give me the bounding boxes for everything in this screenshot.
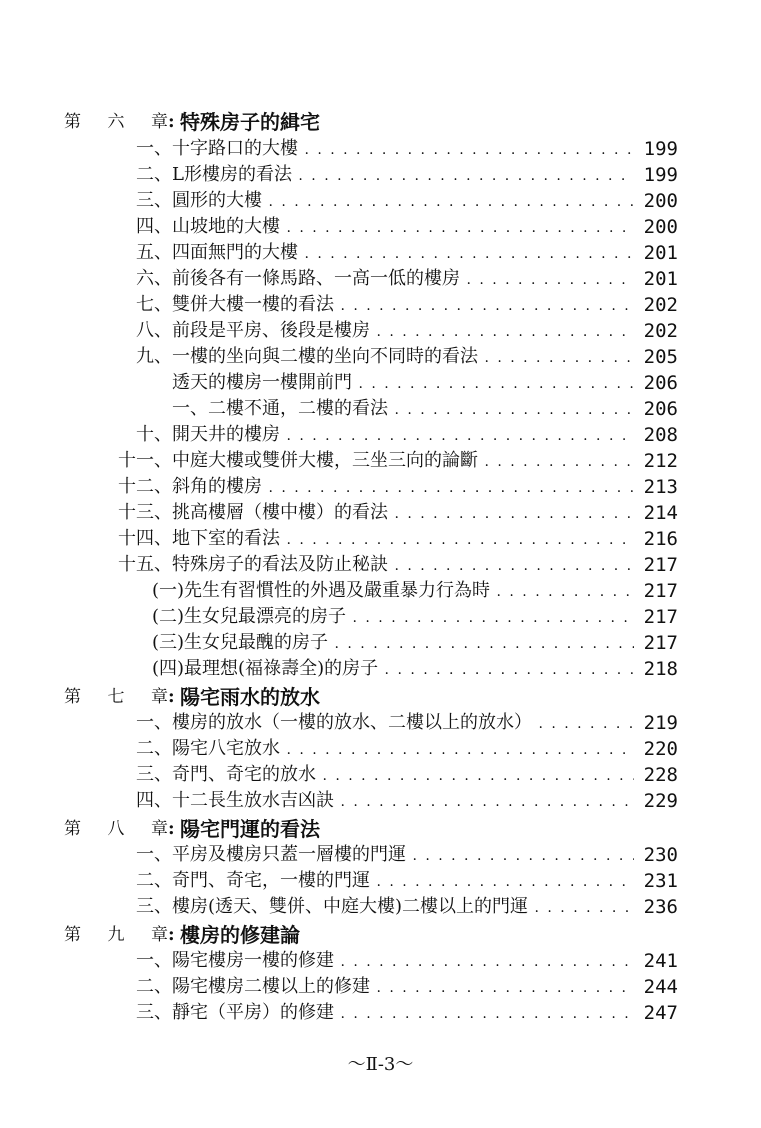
entry-marker: 十一、 xyxy=(118,450,172,471)
toc-entry xyxy=(0,266,761,292)
chapter-number-char: 章 xyxy=(151,687,168,707)
chapter-number xyxy=(64,109,168,135)
toc-entry xyxy=(0,240,761,266)
entry-page-number: 241 xyxy=(643,950,678,972)
toc-entry xyxy=(0,710,761,736)
entry-marker: 一、 xyxy=(136,844,172,865)
toc-entry xyxy=(0,656,761,682)
entry-marker: 三、 xyxy=(136,896,172,917)
chapter-title: 陽宅門運的看法 xyxy=(180,817,320,841)
chapter-number xyxy=(64,816,168,842)
entry-title: 山坡地的大樓 . . . xyxy=(172,214,634,241)
entry-title: L形樓房的看法 . . . xyxy=(172,162,634,189)
toc-entry xyxy=(0,292,761,318)
entry-marker: 二、 xyxy=(136,738,172,759)
toc-entry xyxy=(0,474,761,500)
entry-marker: 三、 xyxy=(136,190,172,211)
entry-page-number: 220 xyxy=(643,738,678,760)
chapter-colon: : xyxy=(168,686,175,707)
toc-entry xyxy=(0,788,761,814)
entry-title: 樓房(透天、雙併、中庭大樓)二樓以上的門運 . . . xyxy=(172,894,634,921)
entry-marker: 十、 xyxy=(136,424,172,445)
entry-page-number: 236 xyxy=(643,896,678,918)
chapter-number-char: 六 xyxy=(107,112,125,132)
entry-title: 十二長生放水吉凶訣 . . . xyxy=(172,788,634,815)
entry-page-number: 212 xyxy=(643,450,678,472)
entry-title: 中庭大樓或雙併大樓，三坐三向的論斷 . . . xyxy=(172,448,634,475)
toc-entry xyxy=(0,868,761,894)
chapter-title: 樓房的修建論 xyxy=(180,923,300,947)
chapter-title: 陽宅雨水的放水 xyxy=(180,685,320,709)
toc-entry xyxy=(0,318,761,344)
entry-marker: 三、 xyxy=(136,1002,172,1023)
entry-page-number: 199 xyxy=(643,138,678,160)
toc-entry xyxy=(0,422,761,448)
toc-entry xyxy=(0,448,761,474)
entry-page-number: 199 xyxy=(643,164,678,186)
entry-page-number: 247 xyxy=(643,1002,678,1024)
entry-marker: 二、 xyxy=(136,976,172,997)
entry-marker: 一、 xyxy=(136,138,172,159)
entry-marker: 八、 xyxy=(136,320,172,341)
chapter-number-char: 第 xyxy=(64,819,81,839)
entry-page-number: 231 xyxy=(643,870,678,892)
entry-marker: 三、 xyxy=(136,764,172,785)
chapter-number xyxy=(64,684,168,710)
entry-marker: 四、 xyxy=(136,790,172,811)
toc-entry xyxy=(0,894,761,920)
chapter-number-char: 第 xyxy=(64,687,81,707)
entry-marker: 五、 xyxy=(136,242,172,263)
entry-page-number: 200 xyxy=(643,216,678,238)
toc-entry xyxy=(0,736,761,762)
entry-page-number: 217 xyxy=(643,554,678,576)
entry-marker: 二、 xyxy=(136,164,172,185)
toc-entry xyxy=(0,762,761,788)
entry-title: 開天井的樓房 . . . xyxy=(172,422,634,449)
entry-title: 奇門、奇宅，一樓的門運 . . . xyxy=(172,868,634,895)
chapter-heading xyxy=(64,684,704,710)
toc-entry xyxy=(0,344,761,370)
toc-entry xyxy=(0,526,761,552)
chapter-colon: : xyxy=(168,818,175,839)
entry-title: (四)最理想(福祿壽全)的房子 . . . xyxy=(152,656,634,683)
toc-entry xyxy=(0,136,761,162)
entry-title: (一)先生有習慣性的外遇及嚴重暴力行為時 . . . xyxy=(152,578,634,605)
entry-title: 奇門、奇宅的放水 . . . xyxy=(172,762,634,789)
entry-title: 透天的樓房一樓開前門 . . . xyxy=(172,370,634,397)
chapter-number-char: 章 xyxy=(151,819,168,839)
toc-entry xyxy=(0,948,761,974)
entry-title: 樓房的放水（一樓的放水、二樓以上的放水） . . . xyxy=(172,710,634,737)
entry-marker: 六、 xyxy=(136,268,172,289)
entry-marker: 十五、 xyxy=(118,554,172,575)
entry-page-number: 200 xyxy=(643,190,678,212)
entry-page-number: 206 xyxy=(643,398,678,420)
entry-page-number: 217 xyxy=(643,580,678,602)
entry-page-number: 206 xyxy=(643,372,678,394)
chapter-number xyxy=(64,922,168,948)
entry-page-number: 205 xyxy=(643,346,678,368)
chapter-number-char: 第 xyxy=(64,925,81,945)
entry-title: 陽宅八宅放水 . . . xyxy=(172,736,634,763)
entry-title: 斜角的樓房 . . . xyxy=(172,474,634,501)
toc-entry xyxy=(0,188,761,214)
chapter-number-char: 八 xyxy=(107,819,125,839)
entry-marker: 十三、 xyxy=(118,502,172,523)
entry-page-number: 202 xyxy=(643,294,678,316)
toc-entry xyxy=(0,578,761,604)
toc-entry xyxy=(0,162,761,188)
entry-title: 地下室的看法 . . . xyxy=(172,526,634,553)
entry-page-number: 218 xyxy=(643,658,678,680)
entry-page-number: 202 xyxy=(643,320,678,342)
entry-title: (二)生女兒最漂亮的房子 . . . xyxy=(152,604,634,631)
entry-title: 一、二樓不通，二樓的看法 . . . xyxy=(172,396,634,423)
entry-page-number: 217 xyxy=(643,632,678,654)
entry-page-number: 201 xyxy=(643,242,678,264)
entry-marker: 十二、 xyxy=(118,476,172,497)
entry-marker: 一、 xyxy=(136,712,172,733)
toc-entry xyxy=(0,500,761,526)
entry-page-number: 216 xyxy=(643,528,678,550)
entry-title: 平房及樓房只蓋一層樓的門運 . . . xyxy=(172,842,634,869)
toc-entry xyxy=(0,396,761,422)
entry-title: 圓形的大樓 . . . xyxy=(172,188,634,215)
toc-entry xyxy=(0,842,761,868)
entry-title: 特殊房子的看法及防止秘訣 . . . xyxy=(172,552,634,579)
entry-page-number: 230 xyxy=(643,844,678,866)
entry-marker: 九、 xyxy=(136,346,172,367)
page-footer: ～Ⅱ-3～ xyxy=(347,1054,414,1075)
chapter-number-char: 九 xyxy=(107,925,125,945)
entry-page-number: 217 xyxy=(643,606,678,628)
entry-title: 陽宅樓房二樓以上的修建 . . . xyxy=(172,974,634,1001)
entry-page-number: 213 xyxy=(643,476,678,498)
toc-entry xyxy=(0,974,761,1000)
entry-title: (三)生女兒最醜的房子 . . . xyxy=(152,630,634,657)
entry-page-number: 201 xyxy=(643,268,678,290)
entry-title: 十字路口的大樓 . . . xyxy=(172,136,634,163)
entry-title: 靜宅（平房）的修建 . . . xyxy=(172,1000,634,1027)
entry-title: 前後各有一條馬路、一高一低的樓房 . . . xyxy=(172,266,634,293)
chapter-heading xyxy=(64,816,704,842)
entry-page-number: 219 xyxy=(643,712,678,734)
entry-page-number: 208 xyxy=(643,424,678,446)
entry-title: 雙併大樓一樓的看法 . . . xyxy=(172,292,634,319)
toc-entry xyxy=(0,370,761,396)
entry-title: 四面無門的大樓 . . . xyxy=(172,240,634,267)
entry-marker: 十四、 xyxy=(118,528,172,549)
toc-entry xyxy=(0,1000,761,1026)
toc-entry xyxy=(0,552,761,578)
chapter-colon: : xyxy=(168,111,175,132)
entry-page-number: 214 xyxy=(643,502,678,524)
chapter-number-char: 章 xyxy=(151,112,168,132)
entry-title: 挑高樓層（樓中樓）的看法 . . . xyxy=(172,500,634,527)
chapter-heading xyxy=(64,922,704,948)
chapter-number-char: 章 xyxy=(151,925,168,945)
toc-entry xyxy=(0,214,761,240)
entry-marker: 二、 xyxy=(136,870,172,891)
toc-entry xyxy=(0,630,761,656)
entry-marker: 一、 xyxy=(136,950,172,971)
chapter-number-char: 七 xyxy=(107,687,125,707)
chapter-title: 特殊房子的緝宅 xyxy=(180,110,320,134)
entry-title: 一樓的坐向與二樓的坐向不同時的看法 . . . xyxy=(172,344,634,371)
entry-page-number: 228 xyxy=(643,764,678,786)
entry-page-number: 244 xyxy=(643,976,678,998)
entry-marker: 四、 xyxy=(136,216,172,237)
chapter-number-char: 第 xyxy=(64,112,81,132)
chapter-heading xyxy=(64,109,704,135)
entry-page-number: 229 xyxy=(643,790,678,812)
entry-marker: 七、 xyxy=(136,294,172,315)
toc-entry xyxy=(0,604,761,630)
entry-title: 陽宅樓房一樓的修建 . . . xyxy=(172,948,634,975)
chapter-colon: : xyxy=(168,924,175,945)
entry-title: 前段是平房、後段是樓房 . . . xyxy=(172,318,634,345)
